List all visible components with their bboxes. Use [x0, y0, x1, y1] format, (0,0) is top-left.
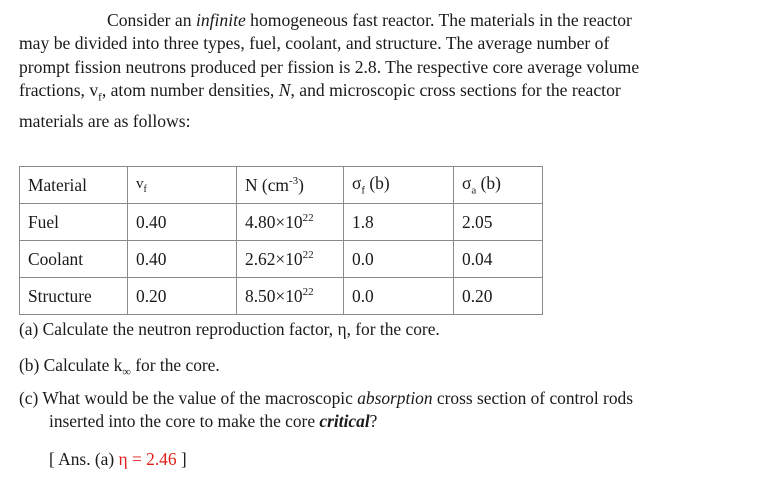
- header-n: N $(cm^{-3})$: [237, 167, 344, 204]
- cell-n: $4.80\times 10^{22}$: [237, 204, 344, 241]
- header-vf: $v_f$: [128, 167, 237, 204]
- answer-suffix: ]: [176, 449, 187, 469]
- cell-sigma-a: 2.05: [454, 204, 543, 241]
- cell-vf: 0.20: [128, 278, 237, 315]
- cell-vf: 0.40: [128, 241, 237, 278]
- table-row: [20, 241, 543, 278]
- materials-table: [19, 166, 543, 315]
- cell-sigma-a: 0.20: [454, 278, 543, 315]
- header-sigma-f: $\sigma_f$ (b): [344, 167, 454, 204]
- answer: [49, 449, 187, 470]
- problem-line-1: Consider an infinite homogeneous fast reactor. The materials in the reactor: [107, 10, 632, 30]
- problem-line-3: prompt fission neutrons produced per fission is 2.8. The respective core average volume: [19, 56, 640, 77]
- cell-vf: 0.40: [128, 204, 237, 241]
- cell-sigma-f: 1.8: [344, 204, 454, 241]
- problem-line-4: fractions, $v_f$, atom number densities, N, and microscopic cross sections for the reactor: [19, 80, 621, 104]
- problem-statement: [19, 9, 749, 134]
- cell-n: $2.62\times 10^{22}$: [237, 241, 344, 278]
- cell-material: Coolant: [20, 241, 128, 278]
- cell-n: $8.50\times 10^{22}$: [237, 278, 344, 315]
- header-sigma-a: $\sigma_a$ (b): [454, 167, 543, 204]
- table-row: [20, 204, 543, 241]
- answer-value: η = 2.46: [118, 449, 177, 469]
- answer-prefix: [ Ans. (a): [49, 449, 119, 469]
- header-material: Material: [20, 167, 128, 204]
- question-c-line-2: inserted into the core to make the core critical?: [49, 411, 378, 431]
- problem-line-2: may be divided into three types, fuel, coolant, and structure. The average number of: [19, 33, 610, 54]
- question-b: (b) Calculate $k_\infty$ for the core.: [19, 355, 220, 379]
- cell-material: Fuel: [20, 204, 128, 241]
- cell-sigma-f: 0.0: [344, 241, 454, 278]
- table-row: [20, 278, 543, 315]
- problem-line-5: materials are as follows:: [19, 111, 191, 132]
- question-a: (a) Calculate the neutron reproduction factor, η, for the core.: [19, 319, 440, 339]
- cell-sigma-f: 0.0: [344, 278, 454, 315]
- cell-material: Structure: [20, 278, 128, 315]
- question-c-line-1: (c) What would be the value of the macroscopic absorption cross section of control rods: [19, 388, 633, 408]
- cell-sigma-a: 0.04: [454, 241, 543, 278]
- table-header-row: [20, 167, 543, 204]
